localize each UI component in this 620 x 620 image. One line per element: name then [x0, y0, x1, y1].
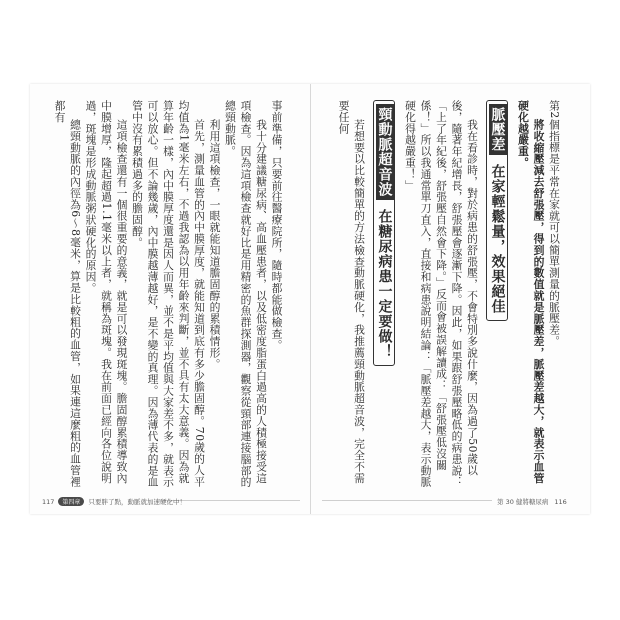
page-number-right: 116: [554, 497, 567, 506]
heading-title: 在家輕鬆量，效果絕佳: [489, 163, 506, 314]
paragraph: 總頸動脈的內徑為6～8毫米，算是比較粗的血管，如果連這麼粗的血管裡都有: [53, 100, 82, 488]
paragraph: 若想要以比較簡單的方法檢查動脈硬化，我推薦頸動脈超音波，完全不需要任何: [337, 100, 366, 485]
paragraph: 事前準備，只要前往醫療院所，隨時都能做檢查。: [270, 100, 284, 351]
right-page: [336, 100, 572, 490]
right-footer: [497, 497, 567, 506]
left-page: [52, 100, 288, 490]
page-number-left: 117: [42, 497, 55, 506]
running-title-right: 第 30 健將糖尿病: [497, 498, 549, 506]
left-page-text: [52, 100, 285, 490]
paragraph-bold: 將收縮壓減去舒張壓，得到的數值就是脈壓差，脈壓差越大，就表示血管硬化越嚴重。: [517, 100, 546, 485]
running-title-left: 只要胖了點，動脈就加速硬化中！: [88, 498, 186, 506]
left-footer: [42, 497, 186, 506]
paragraph: 這項檢查還有一個很重要的意義，就是可以發現斑塊。膽固醇累積導致內中膜增厚，隆起超過1.1毫米以上者，就稱為斑塊。我在前面已經向各位說明過，斑塊是形成動脈粥狀硬化的原因。: [84, 100, 129, 485]
paragraph: 第2個指標是平常在家就可以簡單測量的脈壓差。: [548, 100, 561, 347]
section-heading-carotid-ultrasound: [373, 100, 395, 366]
paragraph: 我十分建議糖尿病、高血壓患者，以及低密度脂蛋白過高的人積極接受這項檢查。因為這項檢查就好比是用精密的魚群探測器，觀察從頸部連接腦部的總頸動脈。: [224, 100, 268, 488]
heading-tag: 脈壓差: [489, 104, 507, 155]
chapter-tag: 第四章: [58, 497, 84, 506]
paragraph: 我在看診時，對於病患的舒張壓，不會特別多說什麼，因為過了50歲以後，隨著年紀增長，舒張壓會逐漸下降。因此，如果跟舒張壓略低的病患說：「上了年紀後，舒張壓自然會下降。」反而會被誤解讀成：「舒張壓低沒關係！」所以我通常單刀直入，直接和病患說明結論：「脈壓差越大，表示動脈硬化得越嚴重！」: [404, 100, 479, 488]
paragraph: 利用這項檢查，一眼就能知道膽固醇的累積情形。: [208, 119, 222, 371]
heading-tag: 頸動脈超音波: [376, 104, 394, 200]
paragraph: 首先，測量血管的內中膜厚度，就能知道到底有多少膽固醇。70歲的人平均值為1毫米左右，不過我認為以用年齡來判斷，並不具有太大意義。因為就算年齡一樣，內中膜厚度還是因人而異，並不是平均值與大家差不多，就表示可以放心。但不論幾歲，內中膜越薄越好，是不變的真理。因為薄代表的是血管中沒有累積過多的膽固醇。: [131, 100, 206, 488]
right-footer-rule: [322, 500, 492, 501]
section-heading-pulse-pressure: [486, 100, 508, 321]
right-page-text: [336, 100, 562, 490]
heading-title: 在糖尿病患一定要做！: [376, 208, 393, 359]
book-gutter: [310, 84, 311, 514]
